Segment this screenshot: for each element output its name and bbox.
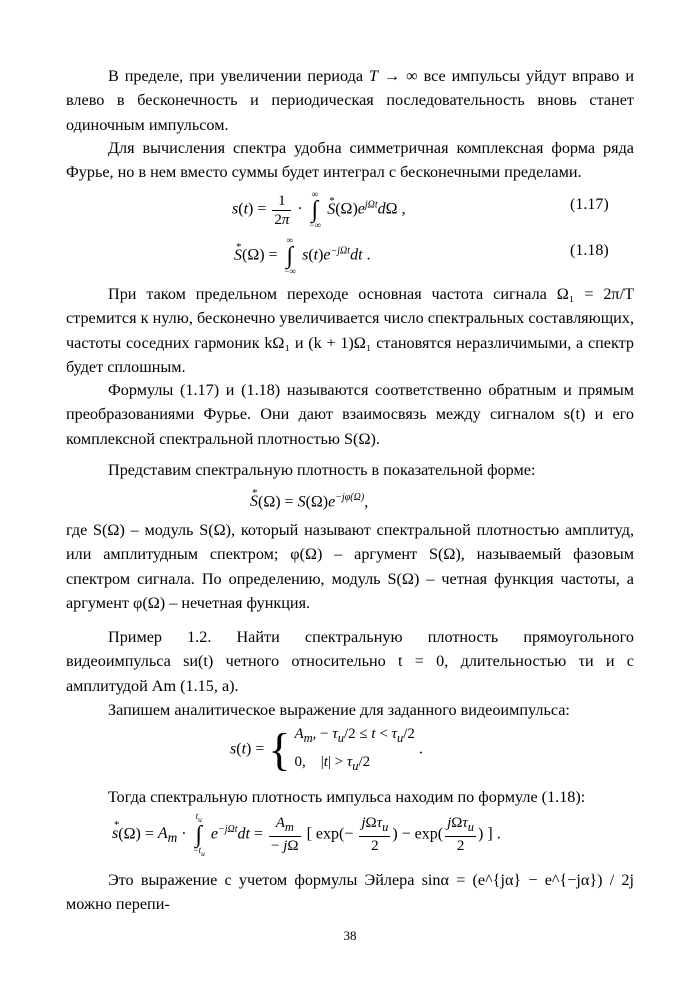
paragraph-1: В пределе, при увеличении периода T → ∞ все импульсы уйдут вправо и влево в бесконечность и периодическая последовательность вновь станет одиночным импульсом.	[66, 67, 634, 134]
paragraph-10: Это выражение с учетом формулы Эйлера sinα = (e^{jα} − e^{−jα}) / 2j можно перепи-	[66, 871, 634, 914]
equation-spectral-density: * $s(\Omega) = A_m$ · $t_u$ ∫ $-t_u$ $e^{-j\Omega t}dt$ = $\frac{A_m}{- j\Omega}$ [ exp(− $\frac{j\Omega\tau_u}{2}$ ) − exp( $\frac{j\Omega\tau_u}{2}$ ) ] .	[112, 812, 501, 858]
paragraph-2: Для вычисления спектра удобна симметричная комплексная форма ряда Фурье, но в нем вместо суммы будет интеграл с бесконечными пределами.	[66, 139, 634, 182]
page-number: 38	[343, 928, 357, 943]
equation-exponential-form: * $S(\Omega) = S(\Omega)e^{-j\varphi(\Omega)}$,	[250, 488, 368, 512]
paragraph-3: При таком предельном переходе основная частота сигнала Ω₁ = 2π/T стремится к нулю, бесконечно увеличивается число спектральных составляющих, частоты соседних гармоник kΩ₁ и (k + 1)Ω₁ становятся неразличимыми, а спектр будет сплошным.	[66, 285, 634, 377]
paragraph-5: Представим спектральную плотность в показательной форме:	[108, 461, 536, 479]
paragraph-9: Тогда спектральную плотность импульса находим по формуле (1.18):	[108, 788, 586, 806]
equation-1-18: * S(Ω) = ∞ ∫ −∞ $s(t)e^{-j\Omega t}dt$ .	[234, 236, 371, 276]
paragraph-6: где S(Ω) – модуль S(Ω), который называют спектральной плотностью амплитуд, или амплитудным спектром; φ(Ω) – аргумент S(Ω), называемый фазовым спектром сигнала. По определению, модуль S(Ω) – четная функция частоты, а аргумент φ(Ω) – нечетная функция.	[66, 521, 634, 613]
equation-number-1-18: (1.18)	[570, 242, 609, 259]
paragraph-7: Пример 1.2. Найти спектральную плотность прямоугольного видеоимпульса sи(t) четного относительно t = 0, длительностью τи и с амплитудой Am (1.15, а).	[66, 628, 634, 695]
equation-number-1-17: (1.17)	[570, 196, 609, 213]
equation-1-17: s(t) = $\frac{1}{2\pi}$ · ∞ ∫ −∞ * $S(\Omega)e^{j\Omega t}d\Omega$ ,	[232, 190, 406, 230]
equation-piecewise: s(t) = { $A_m$, − $\tau_u/2 \le t < \tau_u/2$ 0, $|t| > \tau_u/2$ .	[230, 724, 423, 775]
paragraph-8: Запишем аналитическое выражение для заданного видеоимпульса:	[108, 701, 570, 719]
paragraph-4: Формулы (1.17) и (1.18) называются соответственно обратным и прямым преобразованиями Фурье. Они дают взаимосвязь между сигналом s(t) и его комплексной спектральной плотностью S(Ω).	[66, 381, 634, 448]
